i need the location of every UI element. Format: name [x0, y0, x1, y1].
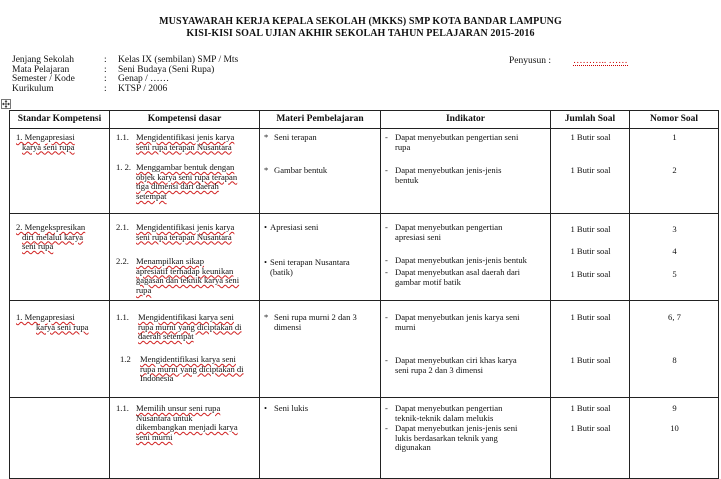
kd-line: Indonesia: [140, 373, 174, 384]
cell-indikator: [381, 214, 551, 301]
table-row: [10, 398, 719, 479]
table-row: [10, 129, 719, 214]
header-standar-kompetensi: Standar Kompetensi: [10, 111, 110, 129]
indikator-line: Dapat menyebutkan jenis karya seni: [395, 312, 520, 322]
materi-line: Seni lukis: [274, 403, 309, 413]
meta-separator: :: [104, 83, 107, 94]
indikator-line: bentuk: [395, 174, 419, 185]
nomor-value: 3: [672, 224, 677, 234]
dash-icon: -: [385, 132, 388, 142]
indikator-line: Dapat menyebutkan pengertian: [395, 222, 503, 232]
indikator-line: Dapat menyebutkan asal daerah dari: [395, 267, 521, 277]
jumlah-value: 1 Butir soal: [570, 269, 611, 279]
penyusun-value: ……….. ……: [572, 56, 628, 66]
dash-icon: -: [385, 267, 388, 277]
kd-line: Mengidentifikasi karya seni: [138, 312, 234, 322]
materi-line: (batik): [270, 266, 293, 277]
table-row: [10, 301, 719, 398]
meta-separator: :: [104, 74, 107, 85]
cell-materi: [260, 129, 381, 214]
document-subtitle: KISI-KISI SOAL UJIAN AKHIR SEKOLAH TAHUN PELAJARAN 2015-2016: [186, 28, 535, 39]
indikator-line: Dapat menyebutkan ciri khas karya: [395, 355, 517, 365]
meta-label: Mata Pelajaran: [12, 64, 70, 75]
indikator-line: rupa: [395, 141, 411, 152]
cell-indikator: [381, 129, 551, 214]
cell-indikator: [381, 398, 551, 479]
sk-line: karya seni rupa: [22, 141, 75, 152]
cell-nomor-soal: [630, 398, 719, 479]
nomor-value: 1: [672, 132, 677, 142]
materi-item: [260, 258, 378, 277]
cell-jumlah-soal: [551, 398, 630, 479]
sk-line: 1. Mengapresiasi: [16, 132, 75, 142]
kd-line: setempat: [136, 190, 167, 201]
indikator-line: Dapat menyebutkan jenis-jenis seni: [395, 423, 518, 433]
materi-line: Seni rupa murni 2 dan 3: [274, 312, 357, 322]
header-indikator: Indikator: [381, 111, 551, 129]
dash-icon: -: [385, 403, 388, 413]
bullet-icon: •: [264, 222, 268, 232]
kd-item: [116, 162, 238, 201]
kd-line: Mengidentifikasi jenis karya: [136, 222, 235, 232]
indikator-line: apresiasi seni: [395, 231, 442, 242]
nomor-value: 2: [672, 165, 677, 175]
indikator-line: Dapat menyebutkan jenis-jenis bentuk: [395, 255, 527, 265]
bullet-icon: •: [264, 257, 268, 267]
cell-standar-kompetensi: [10, 129, 110, 214]
jumlah-value: 1 Butir soal: [570, 312, 611, 322]
table-row: [10, 214, 719, 301]
jumlah-value: 1 Butir soal: [570, 246, 611, 256]
materi-line: Gambar bentuk: [274, 165, 328, 175]
nomor-value: 4: [672, 246, 677, 256]
kd-item: [116, 132, 235, 152]
indikator-line: seni rupa 2 dan 3 dimensi: [395, 364, 484, 375]
indikator-line: Dapat menyebutkan pengertian seni: [395, 132, 519, 142]
cell-kompetensi-dasar: [110, 398, 260, 479]
kd-line: Menggambar bentuk dengan: [136, 162, 235, 172]
indikator-item: [381, 256, 549, 266]
nomor-value: 6, 7: [668, 312, 681, 322]
kd-line: gagasan dan teknik karya seni: [136, 275, 240, 286]
indikator-line: lukis berdasarkan teknik yang: [395, 432, 498, 443]
kd-line: rupa murni yang diciptakan di: [140, 363, 244, 374]
kd-line: Nusantara untuk: [136, 412, 193, 423]
cell-standar-kompetensi: [10, 301, 110, 398]
materi-item: [260, 313, 378, 332]
kd-line: dikembangkan menjadi karya: [136, 422, 238, 433]
nomor-value: 8: [672, 355, 677, 365]
materi-item: [260, 223, 378, 233]
materi-line: Seni terapan Nusantara: [270, 257, 350, 267]
header-materi: Materi Pembelajaran: [260, 111, 381, 129]
cell-materi: [260, 398, 381, 479]
cell-jumlah-soal: [551, 214, 630, 301]
sk-line: karya seni rupa: [36, 321, 89, 332]
indikator-line: digunakan: [395, 442, 431, 453]
jumlah-value: 1 Butir soal: [570, 403, 611, 413]
indikator-item: [381, 313, 549, 332]
dash-icon: -: [385, 222, 388, 232]
kd-number: 1.1.: [116, 132, 129, 142]
meta-label: Semester / Kode: [12, 74, 75, 85]
cell-materi: [260, 214, 381, 301]
jumlah-value: 1 Butir soal: [570, 132, 611, 142]
dash-icon: -: [385, 423, 388, 433]
header-jumlah-soal: Jumlah Soal: [551, 111, 630, 129]
materi-item: [260, 404, 378, 414]
sk-line: 1. Mengapresiasi: [16, 312, 75, 322]
cell-standar-kompetensi: [10, 214, 110, 301]
nomor-value: 10: [670, 423, 679, 433]
bullet-icon: *: [264, 165, 269, 175]
cell-nomor-soal: [630, 301, 719, 398]
indikator-line: Dapat menyebutkan jenis-jenis: [395, 165, 502, 175]
kd-line: tiga dimensi dari daerah: [136, 181, 219, 192]
jumlah-value: 1 Butir soal: [570, 224, 611, 234]
kd-item: [116, 256, 240, 295]
jumlah-value: 1 Butir soal: [570, 423, 611, 433]
meta-value: Seni Budaya (Seni Rupa): [118, 64, 215, 75]
document-meta: [12, 56, 238, 94]
indikator-item: [381, 268, 549, 287]
kd-item: [120, 354, 244, 384]
bullet-icon: •: [264, 403, 268, 413]
indikator-item: [381, 133, 549, 152]
dash-icon: -: [385, 312, 388, 322]
materi-line: Seni terapan: [274, 132, 317, 142]
jumlah-value: 1 Butir soal: [570, 355, 611, 365]
meta-separator: :: [104, 64, 107, 75]
kd-number: 2.1.: [116, 222, 129, 232]
nomor-value: 5: [672, 269, 677, 279]
cell-jumlah-soal: [551, 301, 630, 398]
indikator-item: [381, 223, 549, 242]
meta-value: Kelas IX (sembilan) SMP / Mts: [118, 55, 239, 65]
materi-item: [260, 166, 378, 176]
table-header-row: [10, 111, 719, 129]
kd-number: 1. 2.: [116, 162, 132, 172]
penyusun-label: Penyusun :: [509, 56, 551, 66]
kd-line: rupa murni yang diciptakan di: [138, 321, 242, 332]
cell-kompetensi-dasar: [110, 301, 260, 398]
penyusun: [509, 56, 628, 66]
kd-number: 1.1.: [116, 312, 129, 322]
cell-kompetensi-dasar: [110, 214, 260, 301]
kd-line: seni rupa terapan Nusantara: [136, 141, 232, 152]
jumlah-value: 1 Butir soal: [570, 165, 611, 175]
meta-value: Genap / ……: [118, 74, 170, 85]
meta-label: Jenjang Sekolah: [12, 55, 75, 65]
header-nomor-soal: Nomor Soal: [630, 111, 719, 129]
cell-indikator: [381, 301, 551, 398]
materi-line: Apresiasi seni: [270, 222, 319, 232]
meta-value: KTSP / 2006: [118, 83, 168, 94]
indikator-line: gambar motif batik: [395, 276, 461, 287]
indikator-item: [381, 424, 549, 453]
kd-item: [116, 222, 235, 242]
kisi-kisi-table: [9, 110, 719, 479]
meta-separator: :: [104, 55, 107, 65]
kd-line: rupa: [136, 284, 152, 295]
kd-number: 1.2: [120, 354, 131, 364]
kd-line: Mengidentifikasi karya seni: [140, 354, 236, 364]
indikator-item: [381, 356, 549, 375]
sk-line: seni rupa: [22, 241, 54, 252]
cell-jumlah-soal: [551, 129, 630, 214]
cell-nomor-soal: [630, 129, 719, 214]
cell-kompetensi-dasar: [110, 129, 260, 214]
kd-number: 1.1.: [116, 403, 129, 413]
kd-item: [116, 403, 238, 442]
cell-standar-kompetensi: [10, 398, 110, 479]
bullet-icon: *: [264, 132, 269, 142]
dash-icon: -: [385, 165, 388, 175]
materi-item: [260, 133, 378, 143]
kd-line: apresiatif terhadap keunikan: [136, 265, 234, 276]
indikator-line: teknik-teknik dalam melukis: [395, 412, 494, 423]
document-title: MUSYAWARAH KERJA KEPALA SEKOLAH (MKKS) SMP KOTA BANDAR LAMPUNG: [159, 16, 562, 27]
materi-line: dimensi: [274, 321, 302, 332]
kd-number: 2.2.: [116, 256, 129, 266]
nomor-value: 9: [672, 403, 677, 413]
indikator-item: [381, 166, 549, 185]
bullet-icon: *: [264, 312, 269, 322]
kd-line: seni murni: [136, 431, 173, 442]
indikator-line: murni: [395, 321, 416, 332]
kd-line: seni rupa terapan Nusantara: [136, 231, 232, 242]
indikator-line: Dapat menyebutkan pengertian: [395, 403, 503, 413]
cell-nomor-soal: [630, 214, 719, 301]
kd-line: Mengidentifikasi jenis karya: [136, 132, 235, 142]
dash-icon: -: [385, 355, 388, 365]
kd-item: [116, 312, 242, 342]
kd-line: Menampilkan sikap: [136, 256, 205, 266]
kd-line: objek karya seni rupa terapan: [136, 171, 238, 182]
kd-line: daerah setempat: [138, 331, 194, 342]
kd-line: Memilih unsur seni rupa: [136, 403, 221, 413]
header-kompetensi-dasar: Kompetensi dasar: [110, 111, 260, 129]
meta-label: Kurikulum: [12, 83, 54, 94]
sk-line: diri melalui karya: [22, 231, 84, 242]
cell-materi: [260, 301, 381, 398]
table-move-handle-icon[interactable]: [1, 99, 11, 109]
dash-icon: -: [385, 255, 388, 265]
meta-row-kurikulum: [12, 85, 238, 95]
sk-line: 2. Mengekspresikan: [16, 222, 86, 232]
indikator-item: [381, 404, 549, 423]
